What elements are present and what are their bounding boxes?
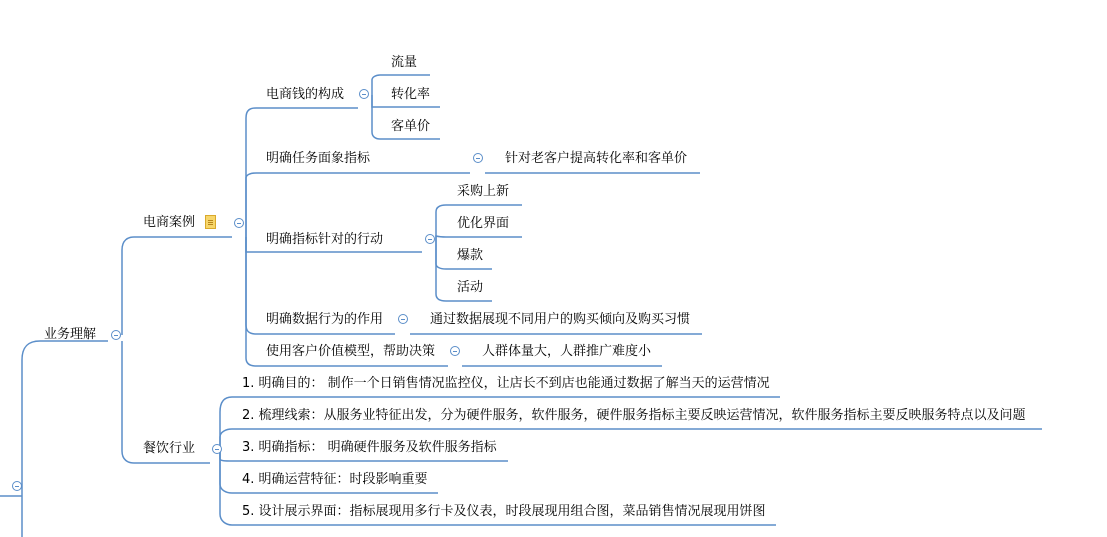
node-money-composition[interactable]: 电商钱的构成 [266,87,345,102]
catering-item-5[interactable]: 5. 设计展示界面：指标展现用多行卡及仪表，时段展现用组合图，菜品销售情况展现用饼图 [242,504,766,519]
collapse-toggle-data-role[interactable] [398,314,408,324]
node-actions[interactable]: 明确指标针对的行动 [266,232,384,247]
collapse-toggle-target[interactable] [473,153,483,163]
collapse-toggle-money[interactable] [359,89,369,99]
leaf-target-metrics[interactable]: 针对老客户提高转化率和客单价 [505,151,688,166]
collapse-toggle-ecommerce[interactable] [234,218,244,228]
catering-item-3[interactable]: 3. 明确指标： 明确硬件服务及软件服务指标 [242,440,497,455]
branch-catering[interactable]: 餐饮行业 [143,441,196,456]
leaf-hot-items[interactable]: 爆款 [457,248,484,263]
branch-ecommerce[interactable]: 电商案例 [143,215,196,230]
leaf-data-role[interactable]: 通过数据展现不同用户的购买倾向及购买习惯 [430,312,691,327]
collapse-toggle-catering[interactable] [212,444,222,454]
catering-item-4[interactable]: 4. 明确运营特征：时段影响重要 [242,472,428,487]
leaf-conversion[interactable]: 转化率 [391,87,431,102]
collapse-toggle-parent[interactable] [12,481,22,491]
collapse-toggle-value-model[interactable] [450,346,460,356]
node-data-role[interactable]: 明确数据行为的作用 [266,312,384,327]
note-icon[interactable] [205,215,216,229]
node-target-metrics[interactable]: 明确任务面象指标 [266,151,371,166]
leaf-unit-price[interactable]: 客单价 [391,119,431,134]
leaf-activities[interactable]: 活动 [457,280,484,295]
leaf-traffic[interactable]: 流量 [391,55,418,70]
leaf-purchasing[interactable]: 采购上新 [457,184,510,199]
leaf-value-model[interactable]: 人群体量大，人群推广难度小 [482,344,652,359]
node-value-model[interactable]: 使用客户价值模型，帮助决策 [266,344,436,359]
leaf-ui-optimize[interactable]: 优化界面 [457,216,510,231]
root-node[interactable]: 业务理解 [44,327,97,342]
collapse-toggle-root[interactable] [111,330,121,340]
collapse-toggle-actions[interactable] [425,234,435,244]
catering-item-1[interactable]: 1. 明确目的： 制作一个日销售情况监控仪，让店长不到店也能通过数据了解当天的运营情况 [242,376,770,391]
catering-item-2[interactable]: 2. 梳理线索：从服务业特征出发，分为硬件服务，软件服务，硬件服务指标主要反映运营情况，软件服务指标主要反映服务特点以及问题 [242,408,1026,423]
